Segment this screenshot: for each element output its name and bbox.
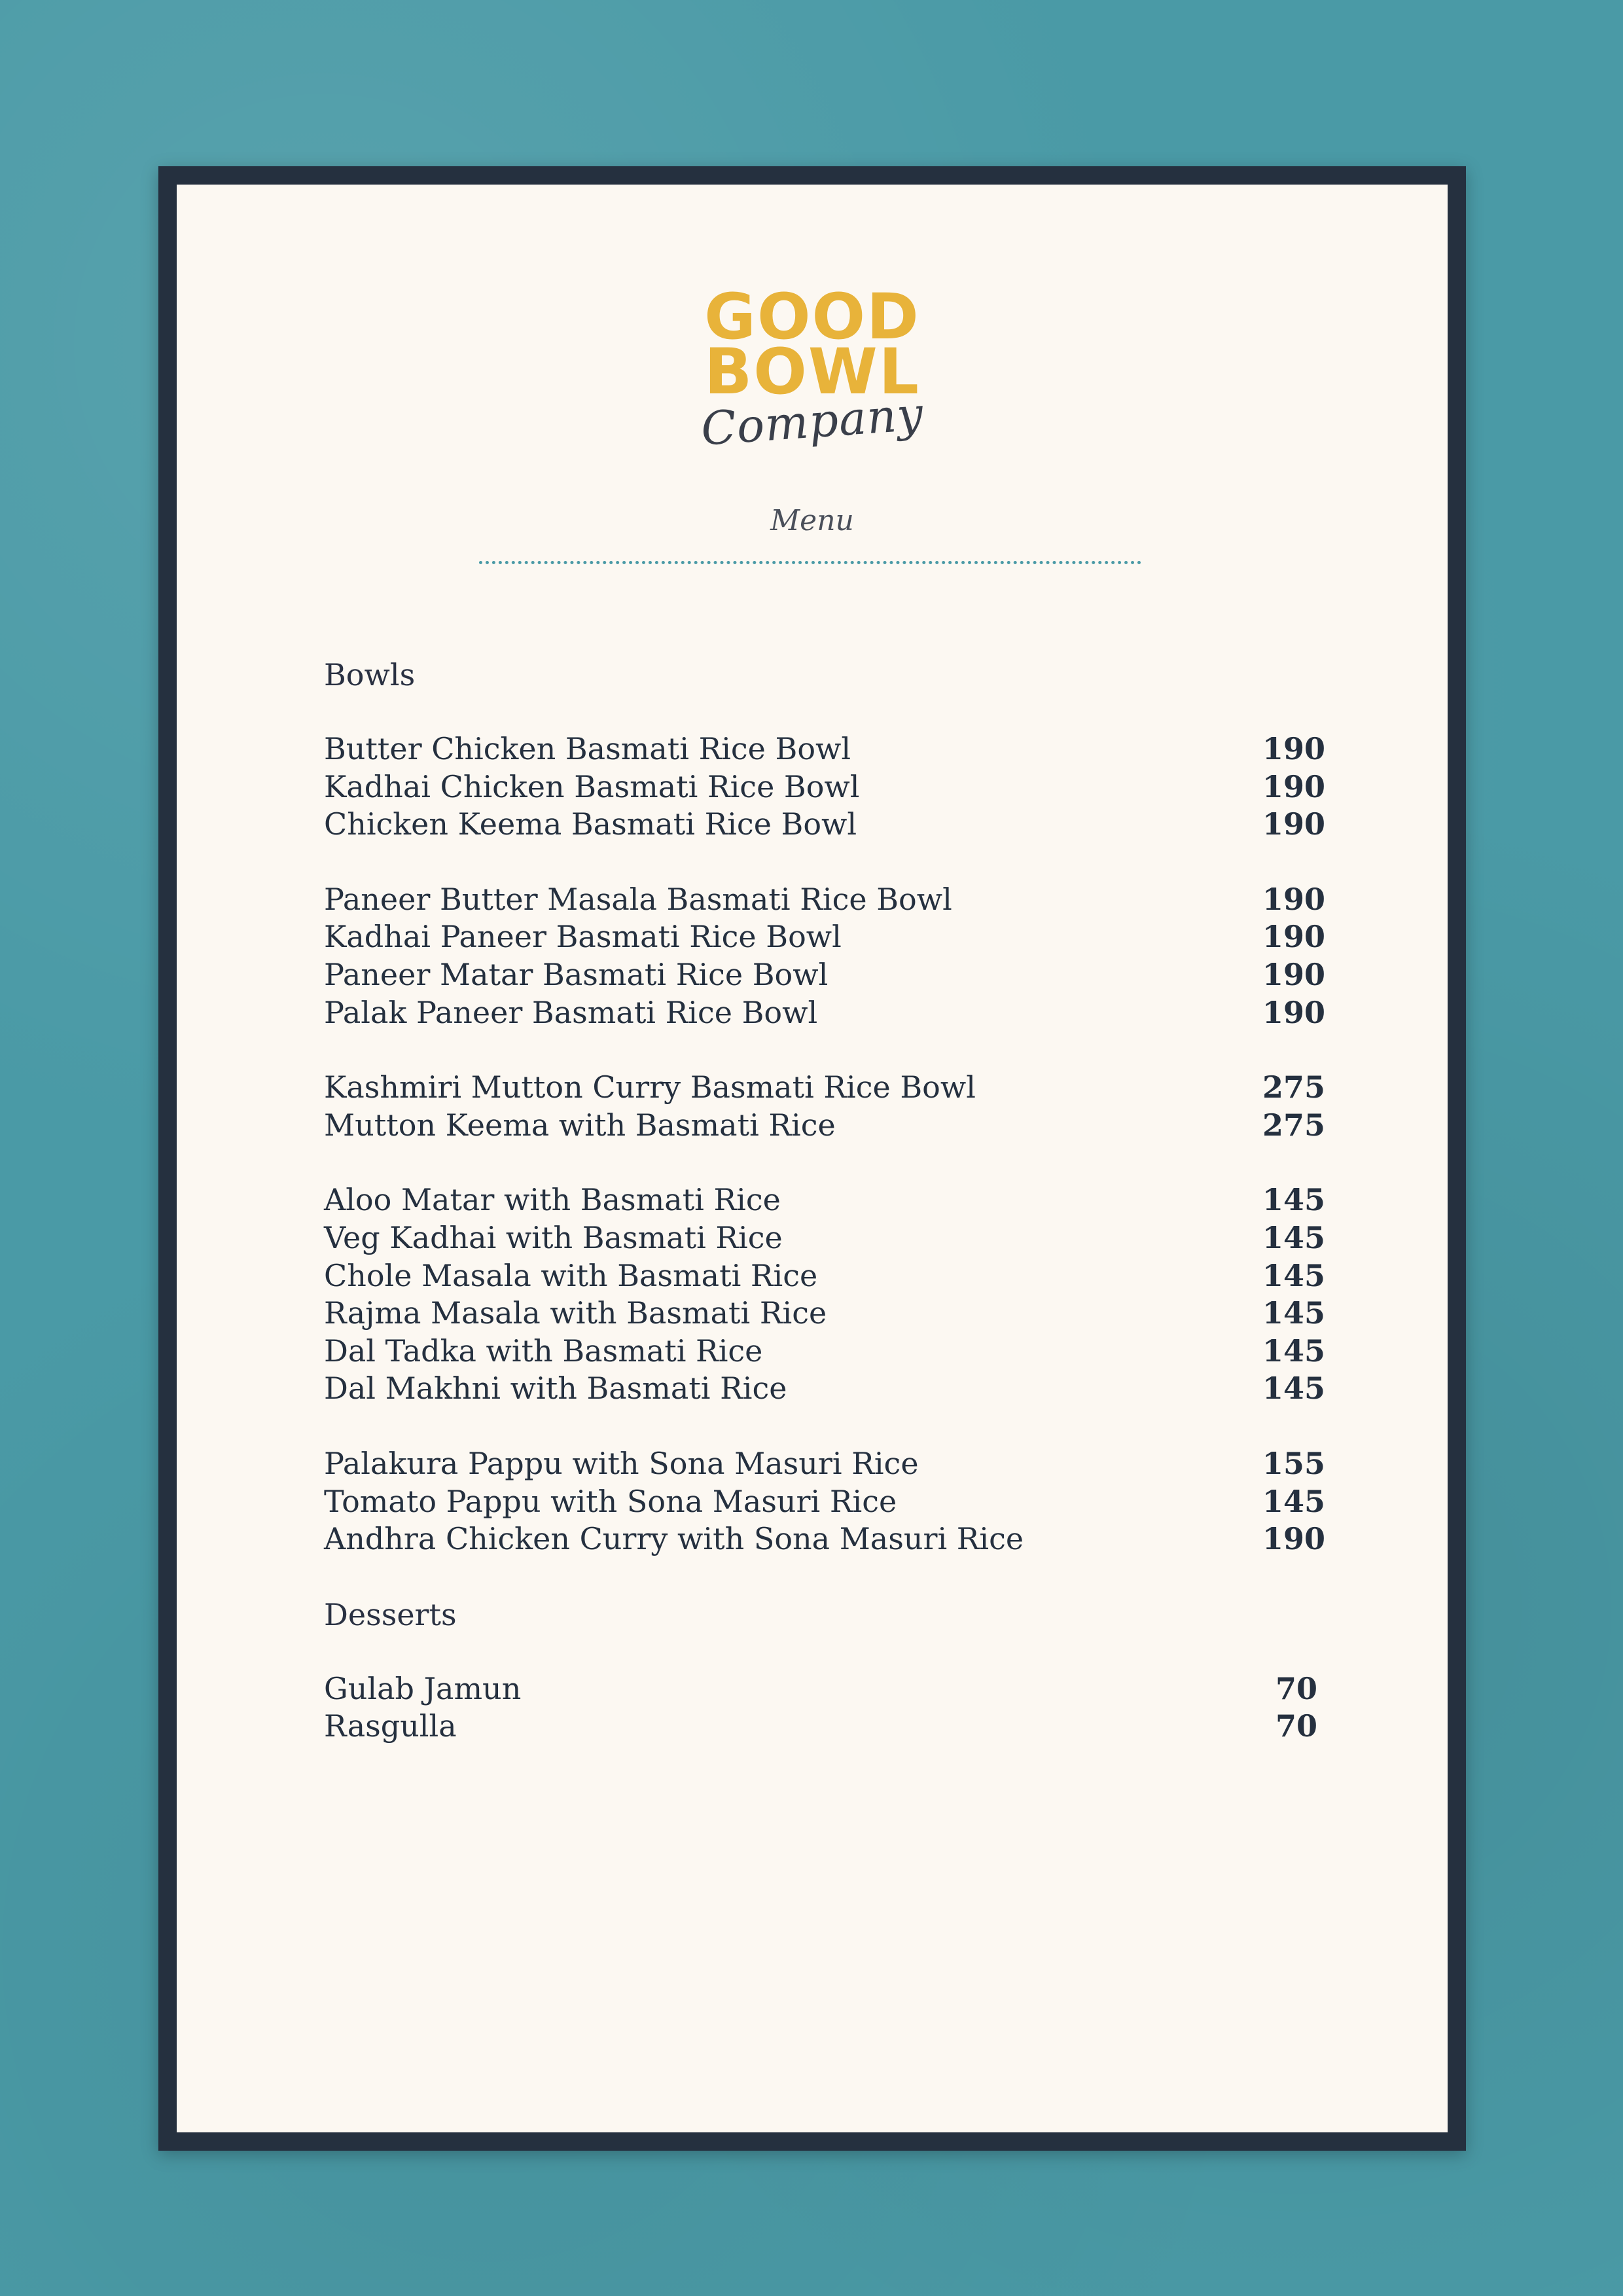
menu-item-price: 275	[1262, 1069, 1325, 1105]
menu-item-price: 275	[1262, 1107, 1325, 1143]
menu-list	[324, 656, 1325, 1783]
menu-item	[324, 1181, 1325, 1219]
menu-item-group	[324, 881, 1325, 1031]
menu-item-price: 145	[1262, 1483, 1325, 1519]
menu-item	[324, 1670, 1325, 1708]
dotted-divider	[479, 561, 1141, 564]
menu-item	[324, 1069, 1325, 1107]
menu-frame	[158, 166, 1466, 2151]
logo-line-good: GOOD	[704, 280, 920, 353]
section-heading: Desserts	[324, 1596, 457, 1632]
menu-item-name: Kadhai Paneer Basmati Rice Bowl	[324, 919, 842, 955]
menu-item-name: Kadhai Chicken Basmati Rice Bowl	[324, 768, 860, 804]
menu-item-price: 190	[1262, 806, 1325, 842]
menu-item-price: 190	[1262, 956, 1325, 992]
menu-item	[324, 918, 1325, 956]
menu-item	[324, 1257, 1325, 1295]
menu-item-name: Dal Tadka with Basmati Rice	[324, 1333, 763, 1369]
menu-item-name: Dal Makhni with Basmati Rice	[324, 1371, 787, 1407]
menu-item	[324, 768, 1325, 806]
menu-item	[324, 1445, 1325, 1483]
menu-item-price: 145	[1262, 1257, 1325, 1293]
menu-item-price: 155	[1262, 1445, 1325, 1481]
section-heading: Bowls	[324, 657, 416, 692]
menu-item-name: Butter Chicken Basmati Rice Bowl	[324, 731, 851, 766]
logo-script-company: Company	[699, 387, 925, 456]
menu-item-name: Tomato Pappu with Sona Masuri Rice	[324, 1483, 897, 1519]
menu-item-name: Paneer Matar Basmati Rice Bowl	[324, 956, 829, 992]
menu-item-name: Palak Paneer Basmati Rice Bowl	[324, 994, 818, 1030]
menu-title: Menu	[770, 504, 854, 537]
menu-item	[324, 1219, 1325, 1257]
menu-item-name: Veg Kadhai with Basmati Rice	[324, 1219, 783, 1255]
menu-item	[324, 1483, 1325, 1521]
menu-paper	[177, 185, 1448, 2132]
menu-item-name: Chole Masala with Basmati Rice	[324, 1257, 818, 1293]
logo-line-bowl: BOWL	[704, 335, 920, 408]
menu-item-price: 145	[1262, 1219, 1325, 1255]
menu-item-price: 145	[1262, 1371, 1325, 1407]
menu-item-name: Rajma Masala with Basmati Rice	[324, 1295, 827, 1331]
menu-item	[324, 806, 1325, 844]
menu-item	[324, 1107, 1325, 1145]
menu-item-name: Paneer Butter Masala Basmati Rice Bowl	[324, 881, 952, 917]
menu-item	[324, 1370, 1325, 1408]
menu-item-name: Chicken Keema Basmati Rice Bowl	[324, 806, 857, 842]
menu-item-name: Rasgulla	[324, 1708, 457, 1744]
menu-item	[324, 1295, 1325, 1333]
menu-item-price: 190	[1262, 1521, 1325, 1557]
menu-item-group	[324, 730, 1325, 844]
brand-logo	[177, 280, 1448, 456]
menu-item	[324, 1333, 1325, 1371]
menu-item-price: 70	[1275, 1670, 1317, 1706]
menu-item	[324, 956, 1325, 994]
menu-item	[324, 1520, 1325, 1558]
menu-item-group	[324, 1670, 1325, 1746]
menu-item-price: 190	[1262, 994, 1325, 1030]
menu-item-group	[324, 1181, 1325, 1408]
menu-item-name: Aloo Matar with Basmati Rice	[324, 1182, 781, 1218]
menu-item	[324, 994, 1325, 1032]
menu-item	[324, 1708, 1325, 1746]
menu-item-group	[324, 1445, 1325, 1558]
menu-item-price: 70	[1275, 1708, 1317, 1744]
menu-item-name: Kashmiri Mutton Curry Basmati Rice Bowl	[324, 1069, 976, 1105]
menu-item-price: 190	[1262, 919, 1325, 955]
menu-item-name: Andhra Chicken Curry with Sona Masuri Rice	[324, 1521, 1024, 1557]
menu-item-price: 145	[1262, 1295, 1325, 1331]
menu-item-price: 190	[1262, 768, 1325, 804]
menu-item-group	[324, 1069, 1325, 1144]
menu-item	[324, 730, 1325, 768]
menu-item-name: Palakura Pappu with Sona Masuri Rice	[324, 1445, 919, 1481]
menu-item-name: Gulab Jamun	[324, 1670, 522, 1706]
menu-item-price: 145	[1262, 1182, 1325, 1218]
menu-item-price: 190	[1262, 881, 1325, 917]
menu-item	[324, 881, 1325, 919]
menu-item-name: Mutton Keema with Basmati Rice	[324, 1107, 836, 1143]
menu-item-price: 145	[1262, 1333, 1325, 1369]
menu-item-price: 190	[1262, 731, 1325, 766]
